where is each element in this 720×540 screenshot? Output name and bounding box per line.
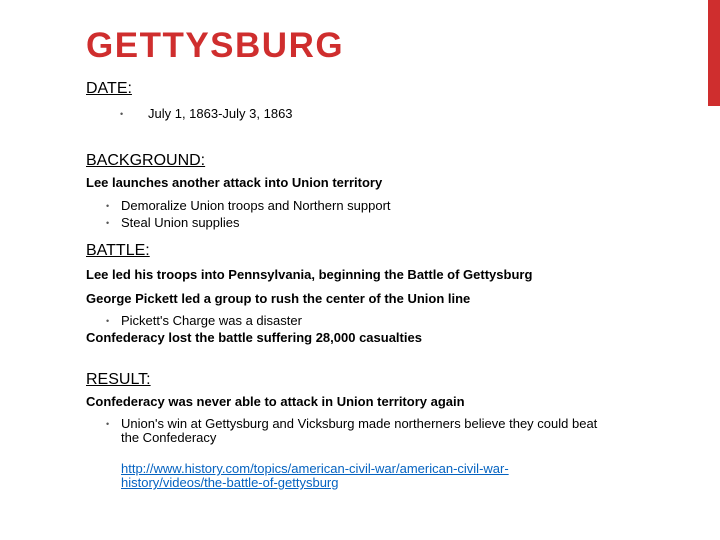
list-item: • July 1, 1863-July 3, 1863 xyxy=(120,106,293,121)
bullet-icon: • xyxy=(106,218,110,228)
slide-content xyxy=(86,80,686,490)
battle-line-1: Lee led his troops into Pennsylvania, beginning the Battle of Gettysburg xyxy=(86,267,533,282)
battle-heading: BATTLE: xyxy=(86,242,150,259)
list-item: • Demoralize Union troops and Northern support xyxy=(106,198,391,213)
date-list xyxy=(86,107,686,121)
date-heading: DATE: xyxy=(86,80,132,97)
history-video-link[interactable]: http://www.history.com/topics/american-civil-war/american-civil-war-history/videos/the-battle-of-gettysburg xyxy=(121,461,509,490)
list-item: • Pickett's Charge was a disaster xyxy=(106,313,302,328)
result-list xyxy=(86,417,686,445)
battle-list xyxy=(86,314,686,328)
bullet-icon: • xyxy=(120,109,124,119)
background-lead: Lee launches another attack into Union territory xyxy=(86,175,383,190)
list-item: • Union's win at Gettysburg and Vicksburg made northerners believe they could beat the Confederacy xyxy=(106,416,598,445)
bullet-icon: • xyxy=(106,201,110,211)
result-heading: RESULT: xyxy=(86,371,151,388)
accent-bar xyxy=(708,0,720,106)
battle-line-2: George Pickett led a group to rush the center of the Union line xyxy=(86,291,471,306)
background-list xyxy=(86,199,686,230)
list-item: • Steal Union supplies xyxy=(106,215,240,230)
bullet-icon: • xyxy=(106,316,110,326)
slide-title: GETTYSBURG xyxy=(86,26,345,65)
result-lead: Confederacy was never able to attack in Union territory again xyxy=(86,394,465,409)
bullet-icon: • xyxy=(106,419,110,429)
battle-line-3: Confederacy lost the battle suffering 28,000 casualties xyxy=(86,330,422,345)
background-heading: BACKGROUND: xyxy=(86,152,206,169)
